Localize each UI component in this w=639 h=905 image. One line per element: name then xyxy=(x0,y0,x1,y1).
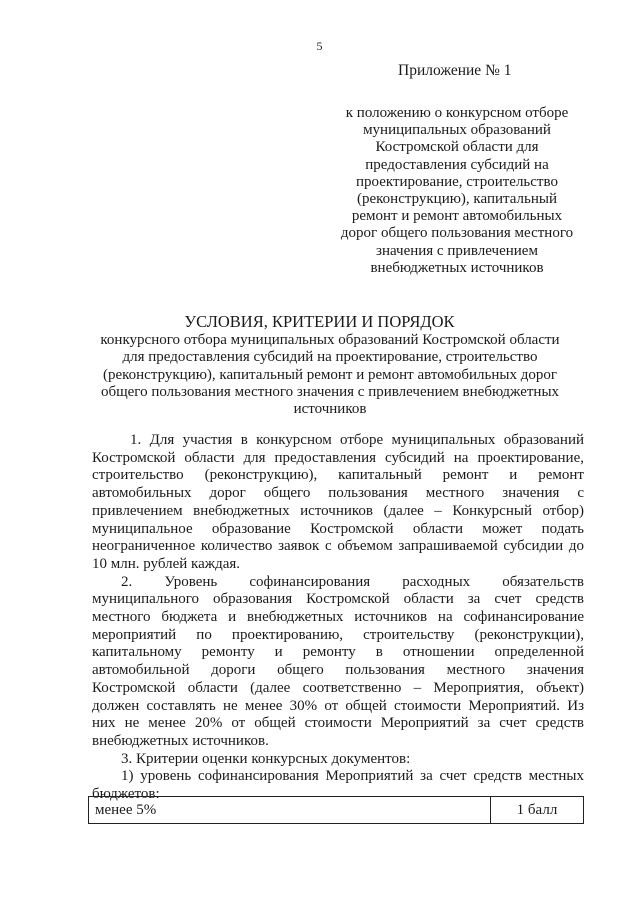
annex-reference-line: (реконструкцию), капитальный xyxy=(356,191,557,208)
paragraph-line: них не менее 20% от общей стоимости Мероприятий за счет средств xyxy=(92,715,584,732)
paragraph-1 xyxy=(92,432,584,574)
paragraph-line: Костромской области для предоставления субсидий на проектирование, xyxy=(92,449,584,466)
annex-reference-line: предоставления субсидий на xyxy=(365,156,549,173)
paragraph-line: 2. Уровень софинансирования расходных обязательств xyxy=(121,573,584,590)
annex-reference-line: дорог общего пользования местного xyxy=(340,225,574,242)
annex-reference-line: к положению о конкурсном отборе xyxy=(345,105,569,121)
document-body xyxy=(92,432,584,804)
paragraph-line: автомобильной дороги общего пользования местного значения xyxy=(92,662,584,679)
annex-reference-line: муниципальных образований xyxy=(363,122,551,139)
subtitle-line: источников xyxy=(293,401,367,418)
annex-reference-line: ремонт и ремонт автомобильных xyxy=(351,208,563,225)
table-row xyxy=(89,797,584,824)
paragraph-line: 3. Критерии оценки конкурсных документов: xyxy=(121,750,411,767)
page-number: 5 xyxy=(316,39,323,53)
paragraph-line: 10 млн. рублей каждая. xyxy=(92,555,241,572)
paragraph-line: должен составлять не менее 30% от общей стоимости Мероприятий. Из xyxy=(92,697,584,714)
document-title: УСЛОВИЯ, КРИТЕРИИ И ПОРЯДОК xyxy=(184,312,455,331)
paragraph-line: автомобильных дорог общего пользования местного значения с xyxy=(92,485,584,502)
paragraph-line: местного бюджета и внебюджетных источников на софинансирование xyxy=(92,609,584,626)
paragraph-line: Костромской области (далее соответственно – Мероприятия, объект) xyxy=(92,679,584,696)
subtitle-line: (реконструкцию), капитальный ремонт и ремонт автомобильных дорог xyxy=(102,366,558,383)
paragraph-line: строительство (реконструкцию), капитальный ремонт и ремонт xyxy=(92,467,584,484)
table-cell-condition: менее 5% xyxy=(89,797,491,824)
annex-reference-line: Костромской области для xyxy=(375,139,539,156)
annex-reference-line: проектирование, строительство xyxy=(356,173,558,190)
annex-reference-line: значения с привлечением xyxy=(376,242,538,259)
paragraph-line: неограниченное количество заявок с объемом запрашиваемой субсидии до xyxy=(92,538,584,555)
paragraph-2 xyxy=(92,574,584,751)
paragraph-line: капитальному ремонту и ремонту в отношении определенной xyxy=(92,644,584,661)
paragraph-line: муниципальное образование Костромской области может подать xyxy=(92,520,584,537)
paragraph-line: внебюджетных источников. xyxy=(92,732,269,749)
paragraph-line: бюджетов: xyxy=(92,786,160,803)
annex-reference-line: внебюджетных источников xyxy=(370,259,544,276)
paragraph-line: привлечением внебюджетных источников (далее – Конкурсный отбор) xyxy=(92,502,584,519)
table-cell-score: 1 балл xyxy=(491,797,584,824)
paragraph-line: мероприятий по проектированию, строительству (реконструкции), xyxy=(92,626,584,643)
criteria-table xyxy=(88,796,584,824)
paragraph-line: муниципального образования Костромской области за счет средств xyxy=(92,591,584,608)
annex-reference xyxy=(318,105,596,277)
document-subtitle xyxy=(60,332,600,418)
subtitle-line: конкурсного отбора муниципальных образований Костромской области xyxy=(100,332,560,348)
paragraph-line: 1. Для участия в конкурсном отборе муниципальных образований xyxy=(130,432,584,448)
annex-title: Приложение № 1 xyxy=(398,62,512,79)
paragraph-3 xyxy=(92,751,584,769)
subtitle-line: для предоставления субсидий на проектирование, строительство xyxy=(122,349,538,366)
paragraph-line: 1) уровень софинансирования Мероприятий за счет средств местных xyxy=(121,768,584,785)
subtitle-line: общего пользования местного значения с привлечением внебюджетных xyxy=(100,383,560,400)
